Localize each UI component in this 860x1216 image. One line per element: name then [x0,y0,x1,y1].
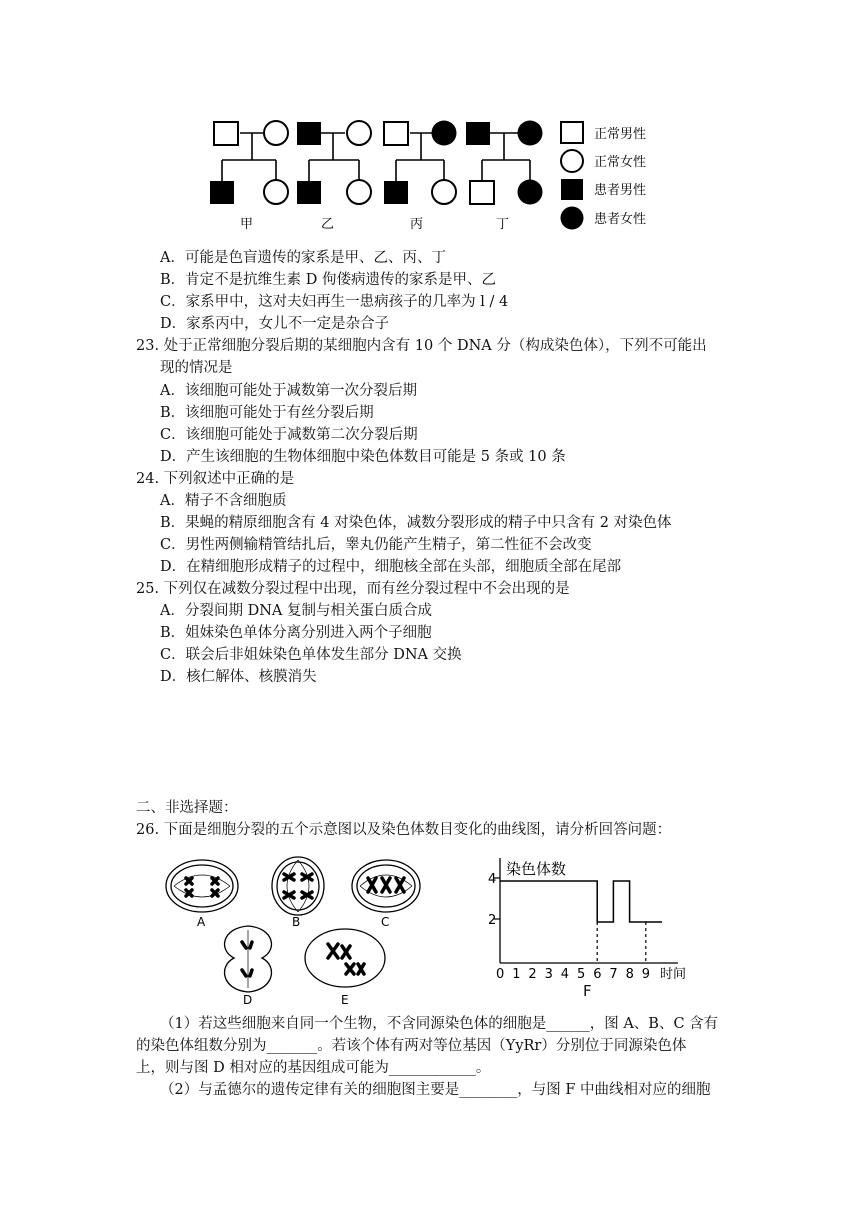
q24-option-d: D．在精细胞形成精子的过程中，细胞核全部在头部，细胞质全部在尾部 [160,559,622,575]
legend-affected-male-symbol [561,179,583,200]
q26-part1-line2: 的染色体组数分别为_______。若该个体有两对等位基因（YyRr）分别位于同源染色体 [136,1038,687,1054]
q26-stem: 26. 下面是细胞分裂的五个示意图以及染色体数目变化的曲线图，请分析回答问题： [136,822,672,838]
q25-option-a: A．分裂间期 DNA 复制与相关蛋白质合成 [160,603,432,619]
x-tick-label: 4 [560,967,570,982]
pedigree-affected-male [297,122,321,145]
pedigree-normal-female [264,121,288,145]
cell-label-d: D [243,993,253,1005]
pedigree-figure [200,112,670,234]
pedigree-affected-male [384,181,408,204]
figure-label-f: F [583,982,592,1000]
x-tick-label: 0 [496,967,505,982]
q26-part2-line1: （2）与孟德尔的遗传定律有关的细胞图主要是________，与图 F 中曲线相对应的细胞 [160,1082,711,1098]
pedigree-normal-female [347,180,371,204]
pedigree-affected-female [518,121,543,146]
legend-label: 患者男性 [594,183,647,198]
section-title: 二、非选择题： [136,800,238,816]
x-tick-label: 2 [528,967,537,982]
q23-option-c: C．该细胞可能处于减数第二次分裂后期 [160,427,418,443]
legend-normal-male-symbol [561,122,583,143]
chromosome-number-graph [478,850,698,1000]
pedigree-normal-female [347,121,371,145]
cell-a-membrane [166,860,238,912]
q23-option-a: A．该细胞可能处于减数第一次分裂后期 [160,383,417,399]
family-label: 丙 [410,217,424,232]
q22-option-c: C．家系甲中，这对夫妇再生一患病孩子的几率为 l / 4 [160,294,509,310]
pedigree-normal-male [470,181,494,204]
q23-option-b: B．该细胞可能处于有丝分裂后期 [160,405,374,421]
x-tick-label: 6 [593,967,602,982]
q23-stem: 23. 处于正常细胞分裂后期的某细胞内含有 10 个 DNA 分（构成染色体），下列不可能出 [136,338,707,354]
legend-affected-female-symbol [561,207,584,230]
legend-label: 患者女性 [594,212,647,227]
family-label: 丁 [496,217,510,232]
cell-label-e: E [341,993,349,1005]
x-tick-label: 5 [577,967,586,982]
q23-stem-cont: 现的情况是 [160,360,233,376]
pedigree-normal-male [384,122,408,145]
pedigree-affected-female [518,180,543,205]
cell-label-b: B [292,915,301,929]
x-tick-label: 3 [544,967,553,982]
y-axis-label: 染色体数 [506,860,567,878]
chromosome-curve [500,881,662,922]
legend-label: 正常女性 [594,155,647,170]
x-tick-label: 1 [512,967,521,982]
x-tick-label: 8 [625,967,634,982]
pedigree-affected-male [297,181,321,204]
pedigree-normal-female [432,180,456,204]
q22-option-b: B．肯定不是抗维生素 D 佝偻病遗传的家系是甲、乙 [160,272,496,288]
q24-option-b: B．果蝇的精原细胞含有 4 对染色体，减数分裂形成的精子中只含有 2 对染色体 [160,515,672,531]
pedigree-normal-female [264,180,288,204]
x-axis-label: 时间 [660,967,687,982]
pedigree-affected-female [432,121,457,146]
q24-option-a: A．精子不含细胞质 [160,493,287,509]
y-tick-2: 2 [488,913,497,928]
q25-stem: 25. 下列仅在减数分裂过程中出现，而有丝分裂过程中不会出现的是 [136,581,570,597]
q26-part1-line1: （1）若这些细胞来自同一个生物，不含同源染色体的细胞是______，图 A、B、C 含有 [160,1016,719,1032]
legend-normal-female-symbol [561,150,583,172]
q22-option-d: D．家系丙中，女儿不一定是杂合子 [160,316,390,332]
x-tick-label: 7 [609,967,618,982]
q26-part1-line3: 上，则与图 D 相对应的基因组成可能为____________。 [136,1060,491,1076]
q24-option-c: C．男性两侧输精管结扎后，睾丸仍能产生精子，第二性征不会改变 [160,537,592,553]
pedigree-normal-male [214,122,238,145]
cell-b-membrane [272,857,324,915]
cell-e-membrane [305,929,385,987]
cell-division-diagrams [160,850,450,1005]
family-label: 乙 [321,217,335,232]
q22-option-a: A．可能是色盲遗传的家系是甲、乙、丙、丁 [160,250,446,266]
y-tick-4: 4 [488,872,497,887]
cell-label-c: C [381,915,390,929]
pedigree-affected-male [210,181,234,204]
q25-option-c: C．联会后非姐妹染色单体发生部分 DNA 交换 [160,647,462,663]
x-tick-label: 9 [641,967,651,982]
legend-label: 正常男性 [594,127,647,142]
q24-stem: 24. 下列叙述中正确的是 [136,471,295,487]
pedigree-affected-male [466,122,490,145]
q25-option-d: D．核仁解体、核膜消失 [160,669,317,685]
cell-label-a: A [197,915,206,929]
family-label: 甲 [240,217,254,232]
q25-option-b: B．姐妹染色单体分离分别进入两个子细胞 [160,625,432,641]
q23-option-d: D．产生该细胞的生物体细胞中染色体数目可能是 5 条或 10 条 [160,449,566,465]
